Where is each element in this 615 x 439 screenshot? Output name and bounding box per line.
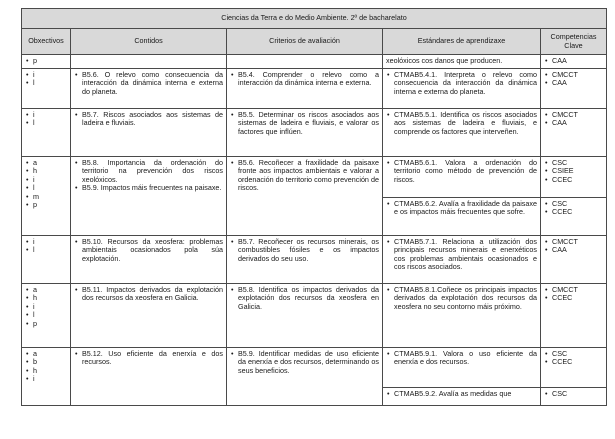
criterios-cell (227, 109, 383, 157)
obxectivos-cell (22, 348, 71, 406)
estandar-item: • CTMAB5.9.1. Valora o uso eficiente da enerxía e dos recursos. (386, 350, 537, 367)
obxectivos-cell (22, 55, 71, 69)
contido-item: • B5.7. Riscos asociados aos sistemas de ladeira e fluviais. (74, 111, 223, 128)
header-contidos: Contidos (71, 29, 227, 55)
obxectivo-item: • i (25, 238, 67, 246)
contidos-cell (71, 157, 227, 236)
estandar-item: • CTMAB5.8.1.Coñece os principais impactos derivados da explotación dos recursos da xeosfera no seu contorno máis próximo. (386, 286, 537, 311)
obxectivo-item: • p (25, 57, 67, 65)
header-competencias: Competencias Clave (541, 29, 607, 55)
contidos-cell (71, 69, 227, 109)
criterio-item: • B5.8. Identifica os impactos derivados da explotación dos recursos da xeosfera en Galicia. (230, 286, 379, 311)
contidos-cell (71, 109, 227, 157)
obxectivo-item: • l (25, 311, 67, 319)
criterio-item: • B5.7. Recoñecer os recursos minerais, os combustibles fósiles e os impactos derivados do seu uso. (230, 238, 379, 263)
estandares-cell (383, 69, 541, 109)
estandares-cell (383, 388, 541, 406)
criterio-item: • B5.5. Determinar os riscos asociados aos sistemas de ladeira e fluviais, e valorar os factores que inflúen. (230, 111, 379, 136)
obxectivo-item: • l (25, 246, 67, 254)
criterios-cell (227, 236, 383, 284)
estandares-cell (383, 236, 541, 284)
table-row (22, 157, 607, 198)
competencias-cell (541, 55, 607, 69)
competencias-cell (541, 236, 607, 284)
competencia-item: • CAA (544, 57, 603, 65)
contidos-cell (71, 348, 227, 406)
header-estandares: Estándares de aprendizaxe (383, 29, 541, 55)
obxectivo-item: • h (25, 367, 67, 375)
table-row (22, 284, 607, 348)
obxectivo-item: • b (25, 358, 67, 366)
competencia-item: • CCEC (544, 208, 603, 216)
obxectivos-cell (22, 69, 71, 109)
estandar-item: • CTMAB5.6.1. Valora a ordenación do territorio como método de prevención de riscos. (386, 159, 537, 184)
estandares-cell (383, 55, 541, 69)
criterios-cell (227, 348, 383, 406)
estandares-cell (383, 348, 541, 388)
estandares-cell (383, 157, 541, 198)
criterio-item: • B5.4. Comprender o relevo como a interacción da dinámica interna e externa. (230, 71, 379, 88)
competencia-item: • CSC (544, 159, 603, 167)
header-criterios: Criterios de avaliación (227, 29, 383, 55)
obxectivo-item: • l (25, 79, 67, 87)
obxectivo-item: • a (25, 286, 67, 294)
obxectivo-item: • m (25, 193, 67, 201)
estandares-cell (383, 109, 541, 157)
competencia-item: • CSC (544, 390, 603, 398)
curriculum-table (21, 8, 607, 406)
estandares-cell (383, 284, 541, 348)
obxectivo-item: • h (25, 294, 67, 302)
competencias-cell (541, 198, 607, 236)
obxectivo-item: • h (25, 167, 67, 175)
competencia-item: • CMCCT (544, 286, 603, 294)
obxectivo-item: • i (25, 111, 67, 119)
obxectivos-cell (22, 236, 71, 284)
criterios-cell (227, 69, 383, 109)
estandar-text: xeolóxicos cos danos que producen. (386, 56, 503, 65)
competencias-cell (541, 157, 607, 198)
criterio-item: • B5.6. Recoñecer a fraxilidade da paisaxe fronte aos impactos ambientais e valorar a ordenación do territorio como prevención de riscos. (230, 159, 379, 193)
obxectivo-item: • p (25, 201, 67, 209)
obxectivo-item: • l (25, 184, 67, 192)
estandares-cell (383, 198, 541, 236)
contido-item: • B5.8. Importancia da ordenación do territorio na prevención dos riscos xeolóxicos. (74, 159, 223, 184)
contido-item: • B5.6. O relevo como consecuencia da interacción da dinámica interna e externa do planeta. (74, 71, 223, 96)
competencia-item: • CSIEE (544, 167, 603, 175)
table-row (22, 69, 607, 109)
obxectivo-item: • p (25, 320, 67, 328)
obxectivos-cell (22, 109, 71, 157)
obxectivo-item: • i (25, 303, 67, 311)
criterio-item: • B5.9. Identificar medidas de uso eficiente da enerxía e dos recursos, determinando os seus beneficios. (230, 350, 379, 375)
curriculum-table-container (21, 8, 606, 406)
obxectivo-item: • i (25, 176, 67, 184)
competencias-cell (541, 69, 607, 109)
contido-item: • B5.12. Uso eficiente da enerxía e dos recursos. (74, 350, 223, 367)
obxectivo-item: • i (25, 71, 67, 79)
criterios-cell (227, 55, 383, 69)
table-row (22, 236, 607, 284)
competencias-cell (541, 348, 607, 388)
competencia-item: • CAA (544, 79, 603, 87)
criterios-cell (227, 157, 383, 236)
obxectivos-cell (22, 157, 71, 236)
estandar-item: • CTMAB5.7.1. Relaciona a utilización dos principais recursos minerais e enerxéticos cos problemas ambientais ocasionados e cos riscos asociados. (386, 238, 537, 272)
estandar-item: • CTMAB5.9.2. Avalía as medidas que (386, 390, 537, 398)
contido-item: • B5.9. Impactos máis frecuentes na paisaxe. (74, 184, 223, 192)
obxectivo-item: • i (25, 375, 67, 383)
competencia-item: • CSC (544, 200, 603, 208)
table-title: Ciencias da Terra e do Medio Ambiente. 2º de bacharelato (22, 9, 607, 29)
contidos-cell (71, 236, 227, 284)
competencia-item: • CCEC (544, 358, 603, 366)
criterios-cell (227, 284, 383, 348)
competencia-item: • CMCCT (544, 111, 603, 119)
obxectivo-item: • a (25, 159, 67, 167)
competencia-item: • CAA (544, 119, 603, 127)
competencia-item: • CSC (544, 350, 603, 358)
contidos-cell (71, 55, 227, 69)
contidos-cell (71, 284, 227, 348)
competencias-cell (541, 109, 607, 157)
estandar-item: • CTMAB5.5.1. Identifica os riscos asociados aos sistemas de ladeira e fluviais, e comprende os factores que interveñen. (386, 111, 537, 136)
contido-item: • B5.10. Recursos da xeosfera: problemas ambientais ocasionados pola súa explotación. (74, 238, 223, 263)
obxectivo-item: • l (25, 119, 67, 127)
estandar-item: • CTMAB5.4.1. Interpreta o relevo como consecuencia da interacción da dinámica interna e externa do planeta. (386, 71, 537, 96)
competencia-item: • CAA (544, 246, 603, 254)
contido-item: • B5.11. Impactos derivados da explotación dos recursos da xeosfera en Galicia. (74, 286, 223, 303)
competencia-item: • CMCCT (544, 71, 603, 79)
table-row (22, 348, 607, 388)
competencia-item: • CCEC (544, 176, 603, 184)
competencia-item: • CMCCT (544, 238, 603, 246)
header-obxectivos: Obxectivos (22, 29, 71, 55)
competencia-item: • CCEC (544, 294, 603, 302)
obxectivo-item: • a (25, 350, 67, 358)
table-row (22, 109, 607, 157)
competencias-cell (541, 388, 607, 406)
table-row (22, 55, 607, 69)
competencias-cell (541, 284, 607, 348)
estandar-item: • CTMAB5.6.2. Avalía a fraxilidade da paisaxe e os impactos máis frecuentes que sofre. (386, 200, 537, 217)
obxectivos-cell (22, 284, 71, 348)
